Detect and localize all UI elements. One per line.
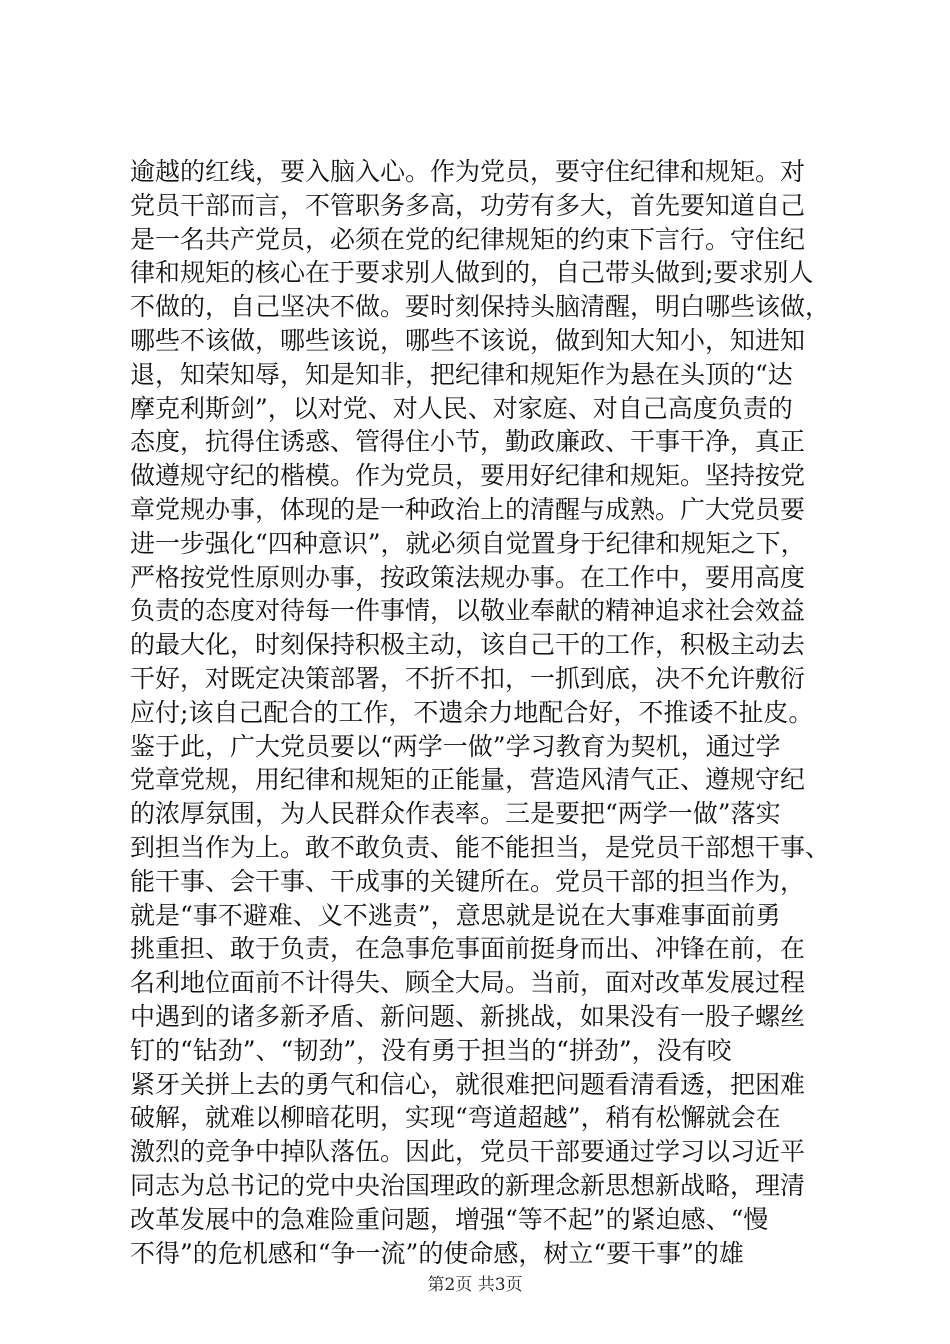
text-line: 章党规办事，体现的是一种政治上的清醒与成熟。广大党员要 bbox=[130, 494, 806, 524]
text-line: 干好，对既定决策部署，不折不扣，一抓到底，决不允许敷衍 bbox=[130, 663, 806, 693]
text-line: 破解，就难以柳暗花明，实现“弯道超越”，稍有松懈就会在 bbox=[130, 1103, 781, 1133]
text-line: 摩克利斯剑”，以对党、对人民、对家庭、对自己高度负责的 bbox=[130, 393, 793, 423]
text-line: 钉的“钻劲”、“韧劲”，没有勇于担当的“拼劲”，没有咬 bbox=[130, 1035, 732, 1065]
text-line: 党章党规，用纪律和规矩的正能量，营造风清气正、遵规守纪 bbox=[130, 765, 806, 795]
text-line: 负责的态度对待每一件事情，以敬业奉献的精神追求社会效益 bbox=[130, 596, 806, 626]
text-line: 应付;该自己配合的工作，不遗余力地配合好，不推诿不扯皮。 bbox=[130, 697, 814, 727]
text-line: 挑重担、敢于负责，在急事危事面前挺身而出、冲锋在前，在 bbox=[130, 934, 806, 964]
text-line: 就是“事不避难、义不逃责”，意思就是说在大事难事面前勇 bbox=[130, 900, 781, 930]
text-line: 进一步强化“四种意识”，就必须自觉置身于纪律和规矩之下， bbox=[130, 528, 806, 558]
text-line: 激烈的竞争中掉队落伍。因此，党员干部要通过学习以习近平 bbox=[130, 1137, 806, 1167]
text-line: 态度，抗得住诱惑、管得住小节，勤政廉政、干事干净，真正 bbox=[130, 427, 806, 457]
text-line: 名利地位面前不计得失、顾全大局。当前，面对改革发展过程 bbox=[130, 968, 806, 998]
text-line: 的浓厚氛围，为人民群众作表率。三是要把“两学一做”落实 bbox=[130, 799, 781, 829]
text-line: 严格按党性原则办事，按政策法规办事。在工作中，要用高度 bbox=[130, 562, 806, 592]
text-line: 不做的，自己坚决不做。要时刻保持头脑清醒，明白哪些该做， bbox=[130, 292, 831, 322]
text-line: 鉴于此，广大党员要以“两学一做”学习教育为契机，通过学 bbox=[130, 731, 781, 761]
text-line: 做遵规守纪的楷模。作为党员，要用好纪律和规矩。坚持按党 bbox=[130, 461, 806, 491]
text-line: 是一名共产党员，必须在党的纪律规矩的约束下言行。守住纪 bbox=[130, 224, 806, 254]
page-footer: 第2页 共3页 bbox=[427, 1275, 523, 1295]
text-line: 不得”的危机感和“争一流”的使命感，树立“要干事”的雄 bbox=[130, 1238, 744, 1268]
text-line: 的最大化，时刻保持积极主动，该自己干的工作，积极主动去 bbox=[130, 630, 806, 660]
text-line: 退，知荣知辱，知是知非，把纪律和规矩作为悬在头顶的“达 bbox=[130, 359, 793, 389]
text-line: 逾越的红线，要入脑入心。作为党员，要守住纪律和规矩。对 bbox=[130, 157, 806, 186]
text-line: 律和规矩的核心在于要求别人做到的，自己带头做到;要求别人 bbox=[130, 258, 814, 288]
text-line: 同志为总书记的党中央治国理政的新理念新思想新战略，理清 bbox=[130, 1170, 806, 1200]
text-line: 紧牙关拼上去的勇气和信心，就很难把问题看清看透，把困难 bbox=[130, 1069, 806, 1099]
text-line: 党员干部而言，不管职务多高，功劳有多大，首先要知道自己 bbox=[130, 190, 806, 220]
text-line: 到担当作为上。敢不敢负责、能不能担当，是党员干部想干事、 bbox=[130, 832, 831, 862]
text-line: 能干事、会干事、干成事的关键所在。党员干部的担当作为， bbox=[130, 866, 806, 896]
text-line: 改革发展中的急难险重问题，增强“等不起”的紧迫感、“慢 bbox=[130, 1204, 769, 1234]
body-text bbox=[130, 155, 830, 1270]
text-line: 中遇到的诸多新矛盾、新问题、新挑战，如果没有一股子螺丝 bbox=[130, 1001, 806, 1031]
text-line: 哪些不该做，哪些该说，哪些不该说，做到知大知小，知进知 bbox=[130, 325, 806, 355]
